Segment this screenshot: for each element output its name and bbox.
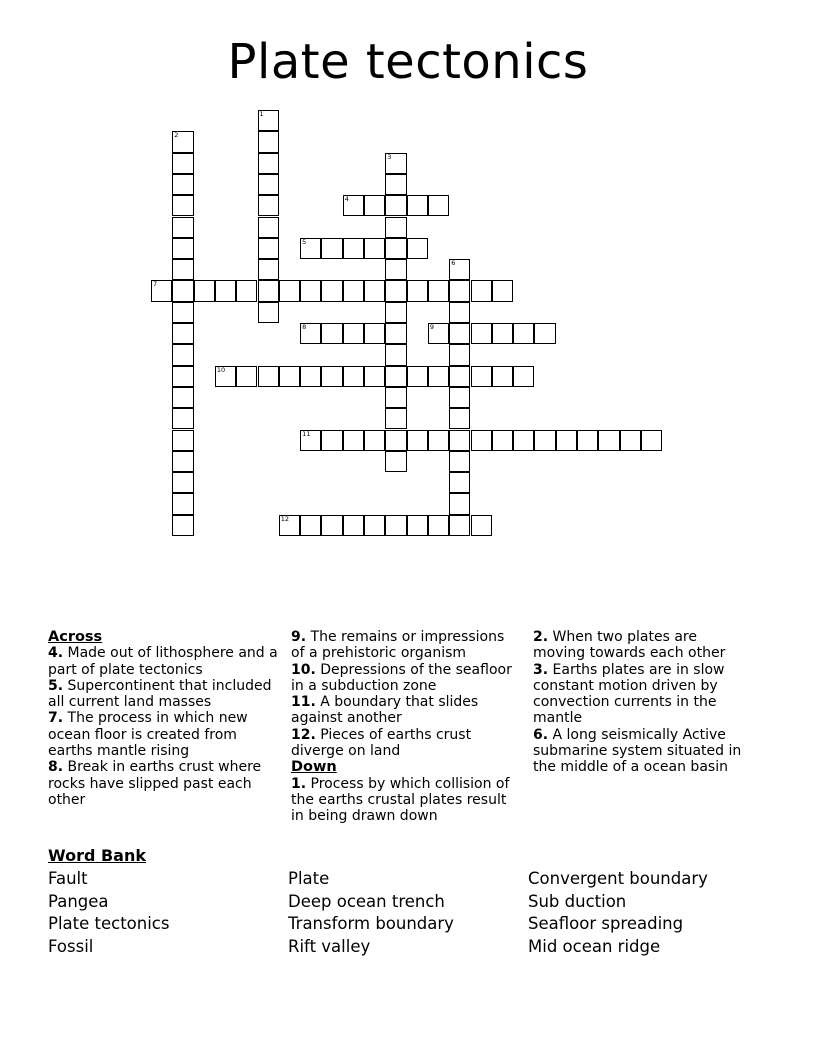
clue-down-3 xyxy=(533,662,753,727)
clue-text: The process in which new ocean floor is created from earths mantle rising xyxy=(48,710,248,760)
crossword-cell[interactable] xyxy=(343,238,364,259)
word-bank-item: Sub duction xyxy=(528,891,627,911)
crossword-cell[interactable] xyxy=(172,217,193,238)
crossword-cell[interactable] xyxy=(449,344,470,365)
crossword-cell[interactable] xyxy=(172,153,193,174)
clue-across-8 xyxy=(48,759,283,808)
crossword-cell[interactable] xyxy=(471,280,492,301)
crossword-cell[interactable] xyxy=(258,238,279,259)
clue-text: Process by which collision of the earths crustal plates result in being drawn down xyxy=(291,775,510,825)
clue-number-label: 2 xyxy=(174,131,179,140)
crossword-cell[interactable] xyxy=(321,238,342,259)
clue-number: 4. xyxy=(48,645,64,662)
crossword-cell[interactable] xyxy=(428,280,449,301)
crossword-cell[interactable] xyxy=(258,131,279,152)
crossword-cell[interactable] xyxy=(364,280,385,301)
crossword-cell[interactable] xyxy=(364,323,385,344)
crossword-cell[interactable] xyxy=(428,366,449,387)
clue-across-4 xyxy=(48,645,283,678)
word-bank-column-2 xyxy=(288,868,454,959)
crossword-cell[interactable] xyxy=(258,153,279,174)
crossword-cell[interactable] xyxy=(172,493,193,514)
clue-number-label: 4 xyxy=(344,195,349,204)
word-bank-item: Fossil xyxy=(48,937,94,957)
crossword-cell[interactable] xyxy=(172,387,193,408)
crossword-cell[interactable] xyxy=(279,280,300,301)
clue-text: A boundary that slides against another xyxy=(291,694,479,727)
crossword-cell[interactable] xyxy=(471,323,492,344)
crossword-cell[interactable] xyxy=(513,430,534,451)
crossword-cell[interactable] xyxy=(598,430,619,451)
crossword-cell[interactable] xyxy=(172,195,193,216)
crossword-cell[interactable] xyxy=(428,515,449,536)
crossword-cell[interactable] xyxy=(364,195,385,216)
crossword-cell[interactable] xyxy=(151,280,172,301)
crossword-cell[interactable] xyxy=(492,280,513,301)
clue-down-6 xyxy=(533,727,753,776)
crossword-cell[interactable] xyxy=(258,217,279,238)
crossword-cell[interactable] xyxy=(428,430,449,451)
crossword-cell[interactable] xyxy=(343,195,364,216)
word-bank-column-3 xyxy=(528,868,708,959)
crossword-cell[interactable] xyxy=(258,302,279,323)
clue-across-11 xyxy=(291,694,519,727)
crossword-cell[interactable] xyxy=(172,515,193,536)
crossword-cell[interactable] xyxy=(449,515,470,536)
crossword-cell[interactable] xyxy=(343,323,364,344)
word-bank-item: Convergent boundary xyxy=(528,869,708,888)
crossword-cell[interactable] xyxy=(385,515,406,536)
crossword-cell[interactable] xyxy=(343,366,364,387)
crossword-cell[interactable] xyxy=(407,366,428,387)
clues-column-1 xyxy=(48,629,283,808)
page-title: Plate tectonics xyxy=(227,34,589,90)
word-bank-item: Mid ocean ridge xyxy=(528,937,661,957)
crossword-cell[interactable] xyxy=(258,259,279,280)
crossword-cell[interactable] xyxy=(343,515,364,536)
clue-across-10 xyxy=(291,662,519,695)
crossword-cell[interactable] xyxy=(407,515,428,536)
crossword-cell[interactable] xyxy=(492,430,513,451)
crossword-cell[interactable] xyxy=(449,493,470,514)
crossword-cell[interactable] xyxy=(364,515,385,536)
crossword-cell[interactable] xyxy=(172,408,193,429)
crossword-cell[interactable] xyxy=(534,323,555,344)
clue-number-label: 9 xyxy=(429,323,435,331)
clue-text: Depressions of the seafloor in a subduction zone xyxy=(291,661,512,694)
crossword-cell[interactable] xyxy=(385,387,406,408)
word-bank-column-1 xyxy=(48,868,169,959)
crossword-cell[interactable] xyxy=(279,366,300,387)
word-bank-item: Transform boundary xyxy=(288,914,454,934)
crossword-cell[interactable] xyxy=(513,323,534,344)
crossword-cell[interactable] xyxy=(215,366,236,387)
crossword-cell[interactable] xyxy=(236,366,257,387)
clue-number: 12. xyxy=(291,726,316,743)
crossword-cell[interactable] xyxy=(407,430,428,451)
crossword-cell[interactable] xyxy=(407,195,428,216)
crossword-cell[interactable] xyxy=(343,430,364,451)
crossword-cell[interactable] xyxy=(364,366,385,387)
crossword-cell[interactable] xyxy=(385,195,406,216)
crossword-cell[interactable] xyxy=(258,195,279,216)
clue-number-label: 10 xyxy=(216,365,226,374)
clue-number: 5. xyxy=(48,677,64,694)
clue-number: 7. xyxy=(48,710,64,727)
crossword-cell[interactable] xyxy=(343,280,364,301)
crossword-cell[interactable] xyxy=(428,323,449,344)
crossword-cell[interactable] xyxy=(471,366,492,387)
clue-down-1 xyxy=(291,776,519,825)
clue-text: The remains or impressions of a prehistoric organism xyxy=(291,629,505,662)
crossword-cell[interactable] xyxy=(492,366,513,387)
crossword-cell[interactable] xyxy=(385,344,406,365)
clue-number: 10. xyxy=(291,661,316,678)
word-bank-heading: Word Bank xyxy=(48,846,147,865)
crossword-cell[interactable] xyxy=(449,259,470,280)
crossword-cell[interactable] xyxy=(385,153,406,174)
clue-number: 2. xyxy=(533,629,549,645)
clue-text: Supercontinent that included all current land masses xyxy=(48,677,272,711)
clue-number-label: 8 xyxy=(302,323,307,331)
crossword-cell[interactable] xyxy=(172,344,193,365)
clue-number-label: 11 xyxy=(302,429,311,438)
crossword-cell[interactable] xyxy=(407,280,428,301)
word-bank-item: Seafloor spreading xyxy=(528,914,684,934)
clue-text: Earths plates are in slow constant motion driven by convection currents in the mantle xyxy=(533,661,725,727)
crossword-cell[interactable] xyxy=(300,430,321,451)
crossword-cell[interactable] xyxy=(321,366,342,387)
crossword-cell[interactable] xyxy=(385,174,406,195)
crossword-cell[interactable] xyxy=(449,430,470,451)
crossword-cell[interactable] xyxy=(258,366,279,387)
crossword-cell[interactable] xyxy=(300,323,321,344)
crossword-cell[interactable] xyxy=(449,323,470,344)
clue-number-label: 7 xyxy=(153,280,158,289)
crossword-cell[interactable] xyxy=(471,430,492,451)
crossword-cell[interactable] xyxy=(172,451,193,472)
clue-across-7 xyxy=(48,710,283,759)
crossword-cell[interactable] xyxy=(194,280,215,301)
crossword-cell[interactable] xyxy=(258,174,279,195)
clue-number-label: 5 xyxy=(302,237,307,246)
crossword-cell[interactable] xyxy=(385,323,406,344)
crossword-cell[interactable] xyxy=(407,238,428,259)
clue-text: A long seismically Active submarine system situated in the middle of a ocean basin xyxy=(533,726,742,776)
clue-number-label: 1 xyxy=(259,110,264,118)
crossword-cell[interactable] xyxy=(172,366,193,387)
crossword-cell[interactable] xyxy=(172,280,193,301)
word-bank-item: Fault xyxy=(48,869,88,888)
crossword-cell[interactable] xyxy=(279,515,300,536)
clue-down-2 xyxy=(533,629,753,662)
crossword-cell[interactable] xyxy=(385,430,406,451)
crossword-cell[interactable] xyxy=(364,238,385,259)
crossword-cell[interactable] xyxy=(215,280,236,301)
crossword-cell[interactable] xyxy=(385,451,406,472)
crossword-cell[interactable] xyxy=(449,280,470,301)
clue-text: Break in earths crust where rocks have slipped past each other xyxy=(48,759,262,808)
crossword-cell[interactable] xyxy=(385,238,406,259)
crossword-cell[interactable] xyxy=(428,195,449,216)
word-bank-item: Pangea xyxy=(48,891,109,911)
crossword-cell[interactable] xyxy=(449,451,470,472)
crossword-cell[interactable] xyxy=(577,430,598,451)
crossword-cell[interactable] xyxy=(321,323,342,344)
crossword-cell[interactable] xyxy=(258,280,279,301)
clue-number: 11. xyxy=(291,694,316,711)
crossword-cell[interactable] xyxy=(172,430,193,451)
crossword-cell[interactable] xyxy=(385,302,406,323)
clue-across-9 xyxy=(291,629,519,662)
crossword-cell[interactable] xyxy=(385,217,406,238)
crossword-cell[interactable] xyxy=(300,515,321,536)
word-bank-item: Deep ocean trench xyxy=(288,891,445,911)
crossword-cell[interactable] xyxy=(641,430,662,451)
crossword-cell[interactable] xyxy=(236,280,257,301)
crossword-cell[interactable] xyxy=(385,408,406,429)
crossword-cell[interactable] xyxy=(172,323,193,344)
crossword-cell[interactable] xyxy=(258,110,279,131)
clue-text: Made out of lithosphere and a part of plate tectonics xyxy=(48,645,278,678)
clue-text: Pieces of earths crust diverge on land xyxy=(291,726,472,760)
crossword-cell[interactable] xyxy=(449,408,470,429)
word-bank-item: Plate tectonics xyxy=(48,914,170,934)
crossword-cell[interactable] xyxy=(300,238,321,259)
crossword-cell[interactable] xyxy=(449,387,470,408)
clue-number-label: 12 xyxy=(280,514,290,523)
crossword-cell[interactable] xyxy=(321,430,342,451)
crossword-cell[interactable] xyxy=(620,430,641,451)
clue-number: 1. xyxy=(291,775,307,792)
crossword-cell[interactable] xyxy=(300,280,321,301)
crossword-cell[interactable] xyxy=(471,515,492,536)
crossword-cell[interactable] xyxy=(385,259,406,280)
crossword-cell[interactable] xyxy=(449,472,470,493)
crossword-cell[interactable] xyxy=(172,238,193,259)
crossword-cell[interactable] xyxy=(364,430,385,451)
crossword-cell[interactable] xyxy=(172,174,193,195)
crossword-cell[interactable] xyxy=(172,472,193,493)
crossword-cell[interactable] xyxy=(172,131,193,152)
clue-number: 9. xyxy=(291,629,307,645)
crossword-cell[interactable] xyxy=(385,280,406,301)
crossword-cell[interactable] xyxy=(556,430,577,451)
crossword-cell[interactable] xyxy=(172,302,193,323)
clue-across-12 xyxy=(291,727,519,760)
clue-number: 8. xyxy=(48,759,64,776)
across-heading: Across xyxy=(48,629,103,645)
crossword-cell[interactable] xyxy=(300,366,321,387)
clues-column-2 xyxy=(291,629,519,825)
clue-text: When two plates are moving towards each other xyxy=(533,629,726,662)
clues-column-3 xyxy=(533,629,753,776)
crossword-cell[interactable] xyxy=(449,302,470,323)
word-bank-item: Rift valley xyxy=(288,937,371,957)
crossword-cell[interactable] xyxy=(172,259,193,280)
clue-number: 3. xyxy=(533,661,549,678)
crossword-cell[interactable] xyxy=(492,323,513,344)
crossword-cell[interactable] xyxy=(321,280,342,301)
clue-number-label: 3 xyxy=(387,152,392,161)
clue-number-label: 6 xyxy=(451,259,456,268)
crossword-cell[interactable] xyxy=(321,515,342,536)
down-heading: Down xyxy=(291,759,337,776)
clue-across-5 xyxy=(48,678,283,711)
crossword-cell[interactable] xyxy=(534,430,555,451)
crossword-cell[interactable] xyxy=(513,366,534,387)
clue-number: 6. xyxy=(533,726,549,743)
crossword-cell[interactable] xyxy=(449,366,470,387)
crossword-cell[interactable] xyxy=(385,366,406,387)
word-bank-item: Plate xyxy=(288,869,330,888)
